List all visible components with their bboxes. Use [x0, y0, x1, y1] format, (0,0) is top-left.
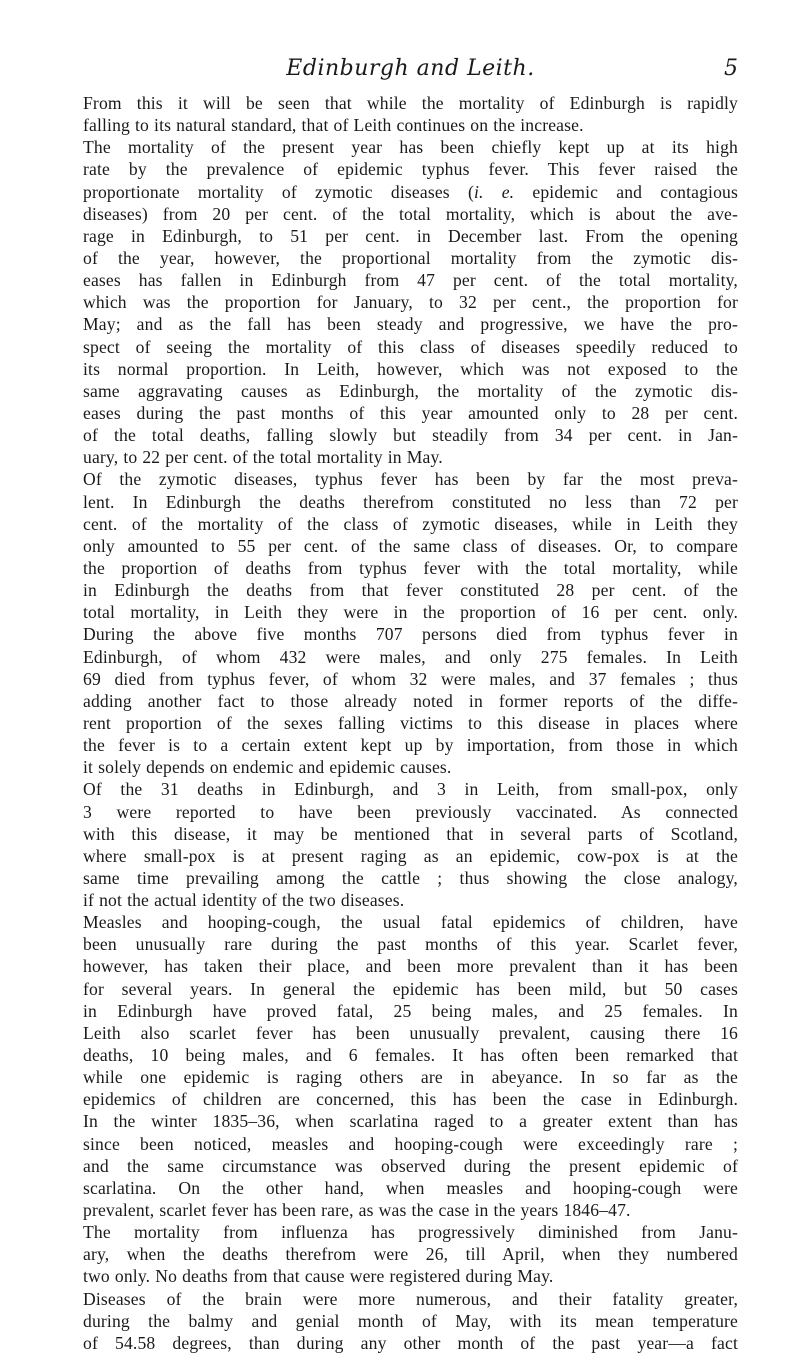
text-line: May; and as the fall has been steady and progressive, we have the pro-	[83, 314, 738, 335]
text-line: with this disease, it may be mentioned that in several parts of Scotland,	[83, 823, 738, 844]
text-line: Of the zymotic diseases, typhus fever has been by far the most preva-	[83, 469, 738, 490]
text-line: adding another fact to those already noted in former reports of the diffe-	[83, 690, 738, 711]
text-line: scarlatina. On the other hand, when measles and hooping-cough were	[83, 1177, 738, 1198]
text-line: ary, when the deaths therefrom were 26, till April, when they numbered	[83, 1244, 738, 1265]
text-line: The mortality of the present year has been chiefly kept up at its high	[83, 137, 738, 158]
text-line: deaths, 10 being males, and 6 females. It has often been remarked that	[83, 1045, 738, 1066]
running-title: Edinburgh and Leith.	[286, 56, 535, 81]
text-line: In the winter 1835–36, when scarlatina raged to a greater extent than has	[83, 1111, 738, 1132]
text-line: Edinburgh, of whom 432 were males, and only 275 females. In Leith	[83, 646, 738, 667]
text-line: diseases) from 20 per cent. of the total mortality, which is about the ave-	[83, 203, 738, 224]
text-line: the fever is to a certain extent kept up by importation, from those in which	[83, 735, 738, 756]
text-line: Measles and hooping-cough, the usual fatal epidemics of children, have	[83, 912, 738, 933]
text-line: total mortality, in Leith they were in the proportion of 16 per cent. only.	[83, 602, 738, 623]
text-line: From this it will be seen that while the mortality of Edinburgh is rapidly	[83, 93, 738, 113]
text-line: of 54.58 degrees, than during any other month of the past year—a fact	[83, 1332, 738, 1353]
text-line: rate by the prevalence of epidemic typhus fever. This fever raised the	[83, 159, 738, 180]
text-line: for several years. In general the epidemic has been mild, but 50 cases	[83, 978, 738, 999]
text-line: Of the 31 deaths in Edinburgh, and 3 in Leith, from small-pox, only	[83, 779, 738, 800]
body-text	[83, 92, 738, 1354]
text-line: During the above five months 707 persons died from typhus fever in	[83, 624, 738, 645]
text-line: Leith also scarlet fever has been unusually prevalent, causing there 16	[83, 1022, 738, 1043]
text-line: spect of seeing the mortality of this class of diseases speedily reduced to	[83, 336, 738, 357]
text-line: while one epidemic is raging others are in abeyance. In so far as the	[83, 1067, 738, 1088]
text-line: the proportion of deaths from typhus fever with the total mortality, while	[83, 557, 738, 578]
book-page	[83, 56, 738, 1354]
text-line: prevalent, scarlet fever has been rare, as was the case in the years 1846–47.	[83, 1200, 631, 1221]
text-line: if not the actual identity of the two diseases.	[83, 890, 405, 911]
text-line: where small-pox is at present raging as an epidemic, cow-pox is at the	[83, 845, 738, 866]
text-line: lent. In Edinburgh the deaths therefrom constituted no less than 72 per	[83, 491, 738, 512]
text-line: rage in Edinburgh, to 51 per cent. in December last. From the opening	[83, 225, 738, 246]
text-line: and the same circumstance was observed during the present epidemic of	[83, 1155, 738, 1176]
text-line: 69 died from typhus fever, of whom 32 were males, and 37 females ; thus	[83, 668, 738, 689]
text-line: since been noticed, measles and hooping-cough were exceedingly rare ;	[83, 1133, 738, 1154]
text-line: in Edinburgh have proved fatal, 25 being males, and 25 females. In	[83, 1000, 738, 1021]
text-line: same time prevailing among the cattle ; thus showing the close analogy,	[83, 867, 738, 888]
text-line: epidemics of children are concerned, this has been the case in Edinburgh.	[83, 1089, 738, 1110]
running-head	[83, 56, 738, 92]
text-line: proportionate mortality of zymotic diseases (i. e. epidemic and contagious	[83, 181, 738, 202]
text-line: same aggravating causes as Edinburgh, the mortality of the zymotic dis-	[83, 380, 738, 401]
text-line: eases during the past months of this year amounted only to 28 per cent.	[83, 402, 738, 423]
text-line: during the balmy and genial month of May, with its mean temperature	[83, 1310, 738, 1331]
text-line: two only. No deaths from that cause were registered during May.	[83, 1266, 554, 1287]
text-line: however, has taken their place, and been more prevalent than it has been	[83, 956, 738, 977]
text-line: falling to its natural standard, that of Leith continues on the increase.	[83, 115, 584, 136]
text-line: been unusually rare during the past months of this year. Scarlet fever,	[83, 934, 738, 955]
text-line: of the year, however, the proportional mortality from the zymotic dis-	[83, 247, 738, 268]
text-line: it solely depends on endemic and epidemic causes.	[83, 757, 452, 778]
text-line: in Edinburgh the deaths from that fever constituted 28 per cent. of the	[83, 580, 738, 601]
text-line: of the total deaths, falling slowly but steadily from 34 per cent. in Jan-	[83, 425, 738, 446]
text-line: only amounted to 55 per cent. of the same class of diseases. Or, to compare	[83, 535, 738, 556]
text-line: uary, to 22 per cent. of the total mortality in May.	[83, 447, 443, 468]
text-line: The mortality from influenza has progressively diminished from Janu-	[83, 1222, 738, 1243]
text-line: its normal proportion. In Leith, however, which was not exposed to the	[83, 358, 738, 379]
text-line: cent. of the mortality of the class of zymotic diseases, while in Leith they	[83, 513, 738, 534]
text-line: rent proportion of the sexes falling victims to this disease in places where	[83, 712, 738, 733]
text-line: eases has fallen in Edinburgh from 47 per cent. of the total mortality,	[83, 270, 738, 291]
italic-abbrev: i. e.	[473, 181, 515, 202]
text-line: Diseases of the brain were more numerous, and their fatality greater,	[83, 1288, 738, 1309]
text-line: which was the proportion for January, to 32 per cent., the proportion for	[83, 292, 738, 313]
text-line: 3 were reported to have been previously vaccinated. As connected	[83, 801, 738, 822]
page-number: 5	[724, 56, 738, 81]
